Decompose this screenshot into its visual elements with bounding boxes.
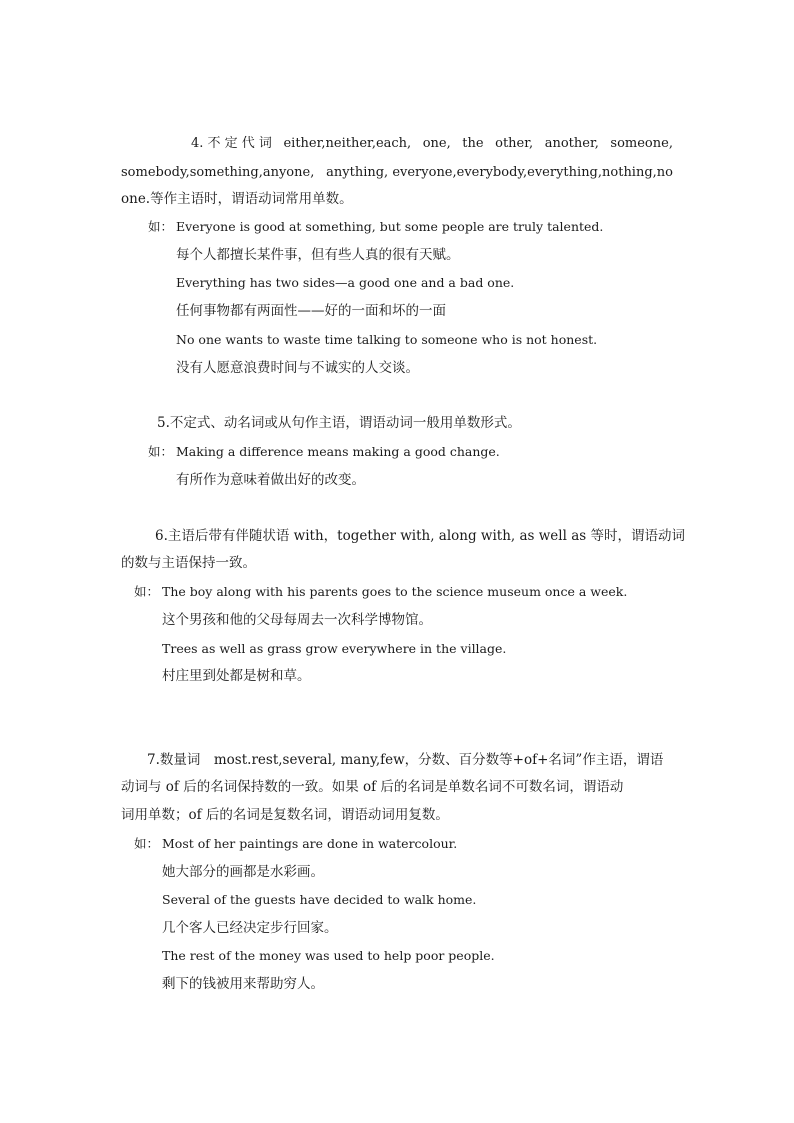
section-6-heading-line-2: 的数与主语保持一致。 [121,555,256,571]
example-english: Most of her paintings are done in watercolour. [162,836,458,851]
section-4-heading-line-2 [121,164,673,182]
heading-part: 4. 不 定 代 词 [191,136,272,151]
heading-part: someone, [610,136,673,151]
example-prefix: 如： [148,444,174,459]
example-english: No one wants to waste time talking to someone who is not honest. [176,332,598,347]
example-chinese: 几个客人已经决定步行回家。 [162,920,338,936]
example-chinese: 她大部分的画都是水彩画。 [162,864,324,880]
example-english: Several of the guests have decided to walk home. [162,892,477,907]
example-prefix: 如： [134,584,160,599]
heading-part: another, [544,136,599,151]
section-7-heading-line-3: 词用单数；of 后的名词是复数名词，谓语动词用复数。 [121,807,449,823]
heading-part: somebody,something,anyone, [121,165,315,180]
example-chinese: 有所作为意味着做出好的改变。 [176,472,365,488]
section-7-heading-line-1: 7.数量词 most.rest,several, many,few，分数、百分数等+of+名词”作主语，谓语 [147,752,664,768]
example-chinese: 没有人愿意浪费时间与不诚实的人交谈。 [176,360,419,376]
heading-part: either,neither,each, [283,136,412,151]
example-english: Everyone is good at something, but some people are truly talented. [176,219,604,234]
example-chinese: 任何事物都有两面性——好的一面和坏的一面 [176,303,446,319]
example-english: Everything has two sides—a good one and a bad one. [176,275,515,290]
example-english: Making a difference means making a good change. [176,444,500,459]
heading-part: anything, everyone,everybody,everything,nothing,no [326,165,673,180]
heading-part: other, [495,136,534,151]
section-4-heading-line-1 [191,135,673,153]
heading-part: the [462,136,484,151]
example-chinese: 剩下的钱被用来帮助穷人。 [162,976,324,992]
section-7-heading-line-2: 动词与 of 后的名词保持数的一致。如果 of 后的名词是单数名词不可数名词，谓语动 [121,779,624,795]
section-5-heading: 5.不定式、动名词或从句作主语，谓语动词一般用单数形式。 [157,415,521,431]
section-6-heading-line-1: 6.主语后带有伴随状语 with，together with, along with, as well as 等时，谓语动词 [155,528,685,544]
example-prefix: 如： [148,219,174,234]
example-chinese: 每个人都擅长某件事，但有些人真的很有天赋。 [176,247,460,263]
example-chinese: 这个男孩和他的父母每周去一次科学博物馆。 [162,612,432,628]
example-english: The rest of the money was used to help poor people. [162,948,495,963]
example-english: Trees as well as grass grow everywhere in the village. [162,641,507,656]
example-english: The boy along with his parents goes to the science museum once a week. [162,584,628,599]
section-4-heading-line-3: one.等作主语时，谓语动词常用单数。 [121,191,353,207]
heading-part: one, [422,136,451,151]
example-prefix: 如： [134,836,160,851]
example-chinese: 村庄里到处都是树和草。 [162,668,311,684]
